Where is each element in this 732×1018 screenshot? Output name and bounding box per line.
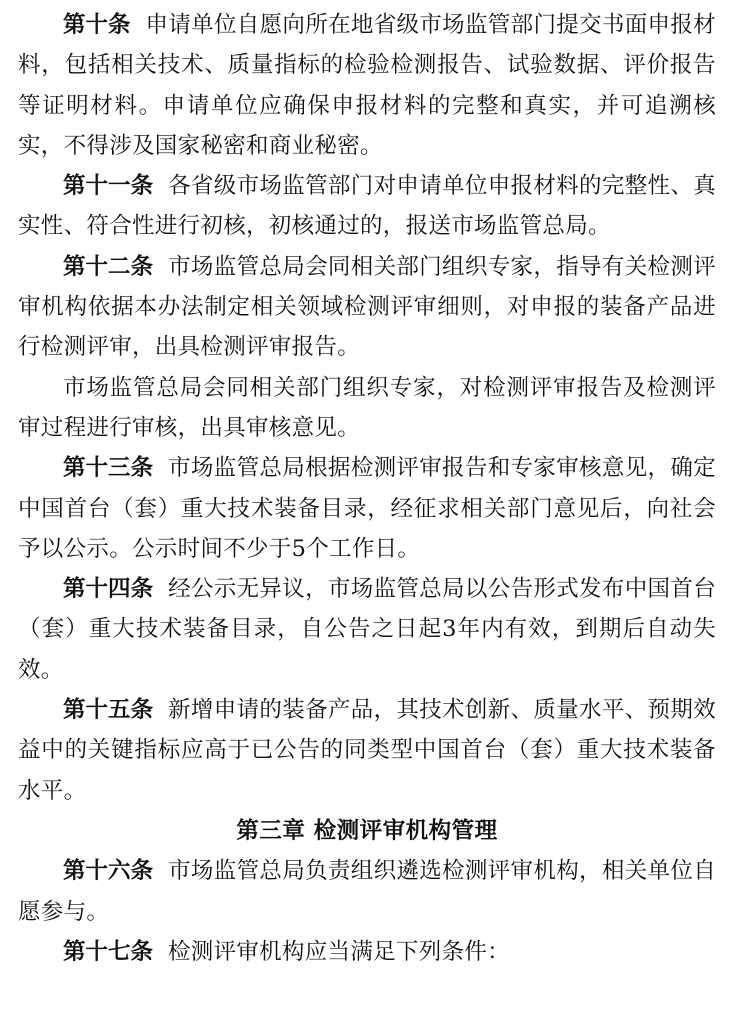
article-body: 各省级市场监管部门对申请单位申报材料的完整性、真实性、符合性进行初核，初核通过的，报送市场监管总局。 — [18, 173, 716, 240]
article-16 — [18, 851, 716, 932]
article-body: 市场监管总局会同相关部门组织专家，指导有关检测评审机构依据本办法制定相关领域检测评审细则，对申报的装备产品进行检测评审，出具检测评审报告。 — [18, 253, 716, 361]
article-body: 经公示无异议，市场监管总局以公告形式发布中国首台（套）重大技术装备目录，自公告之日起3年内有效，到期后自动失效。 — [18, 576, 716, 683]
article-body: 申请单位自愿向所在地省级市场监管部门提交书面申报材料，包括相关技术、质量指标的检验检测报告、试验数据、评价报告等证明材料。申请单位应确保申报材料的完整和真实，并可追溯核实，不得涉及国家秘密和商业秘密。 — [18, 12, 716, 159]
article-body: 检测评审机构应当满足下列条件： — [167, 938, 510, 965]
article-body: 新增申请的装备产品，其技术创新、质量水平、预期效益中的关键指标应高于已公告的同类型中国首台（套）重大技术装备水平。 — [18, 697, 716, 804]
article-title: 第十三条 — [63, 455, 154, 482]
article-13 — [18, 448, 716, 569]
article-14 — [18, 569, 716, 690]
article-title: 第十六条 — [63, 858, 154, 885]
article-15 — [18, 690, 716, 811]
article-10 — [18, 5, 716, 166]
article-12-continued — [18, 368, 716, 449]
article-title: 第十四条 — [63, 576, 154, 603]
article-11 — [18, 166, 716, 247]
article-title: 第十七条 — [63, 938, 154, 965]
article-title: 第十条 — [63, 12, 131, 38]
chapter-heading: 第三章 检测评审机构管理 — [236, 817, 498, 844]
article-body: 市场监管总局负责组织遴选检测评审机构，相关单位自愿参与。 — [18, 858, 716, 925]
article-12 — [18, 247, 716, 368]
article-body: 市场监管总局根据检测评审报告和专家审核意见，确定中国首台（套）重大技术装备目录，经征求相关部门意见后，向社会予以公示。公示时间不少于5个工作日。 — [18, 455, 716, 562]
article-17 — [18, 932, 716, 972]
article-title: 第十一条 — [63, 173, 154, 200]
article-title: 第十二条 — [63, 253, 154, 280]
article-title: 第十五条 — [63, 697, 154, 724]
article-body: 市场监管总局会同相关部门组织专家，对检测评审报告及检测评审过程进行审核，出具审核意见。 — [18, 374, 716, 441]
